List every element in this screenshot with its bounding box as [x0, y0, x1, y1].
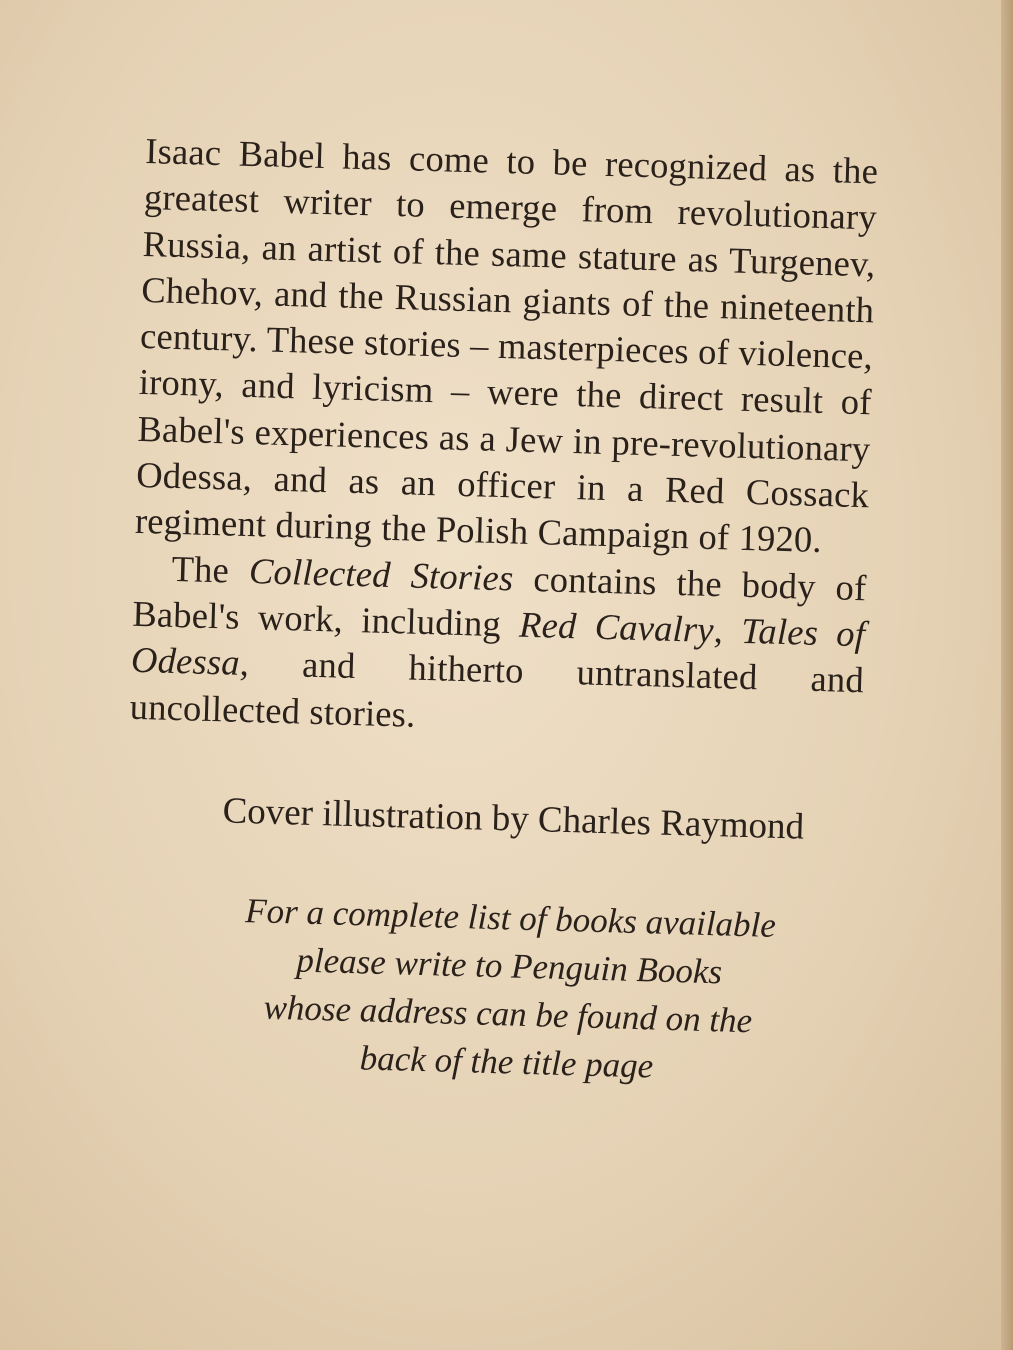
- cover-credit: Cover illustration by Charles Raymond: [222, 790, 805, 848]
- title-tales-of-odessa: Tales of Odessa: [130, 609, 866, 684]
- blurb-text: ,: [713, 609, 742, 651]
- availability-note: [120, 884, 858, 1096]
- blurb-text: The: [171, 547, 250, 591]
- blurb-text: contains the body of Babel's work, including: [131, 557, 868, 645]
- blurb-paragraph-2: [129, 545, 867, 751]
- availability-line-2: please write to Penguin Books: [295, 940, 723, 992]
- availability-line-4: back of the title page: [359, 1038, 654, 1086]
- title-red-cavalry: Red Cavalry: [518, 603, 715, 651]
- blurb-paragraph-1: Isaac Babel has come to be recognized as the greatest writer to emerge from revolutionary Russia, an artist of the same stature as Turgenev, Chehov, and the Russian giants of the nineteenth century. These stories – masterpieces of violence, irony, and lyricism – were the direct result of Babel's experiences as a Jew in pre-revolutionary Odessa, and as an officer in a Red Cossack regiment during the Polish Campaign of 1920.: [134, 129, 879, 561]
- title-collected-stories: Collected Stories: [248, 549, 515, 599]
- availability-line-1: For a complete list of books available: [244, 890, 777, 945]
- blurb-text: , and hitherto untranslated and uncollected stories.: [129, 642, 865, 735]
- book-blurb: [129, 128, 879, 750]
- page-edge: [1001, 0, 1013, 1350]
- availability-line-3: whose address can be found on the: [263, 987, 753, 1041]
- page-text: [120, 128, 879, 1096]
